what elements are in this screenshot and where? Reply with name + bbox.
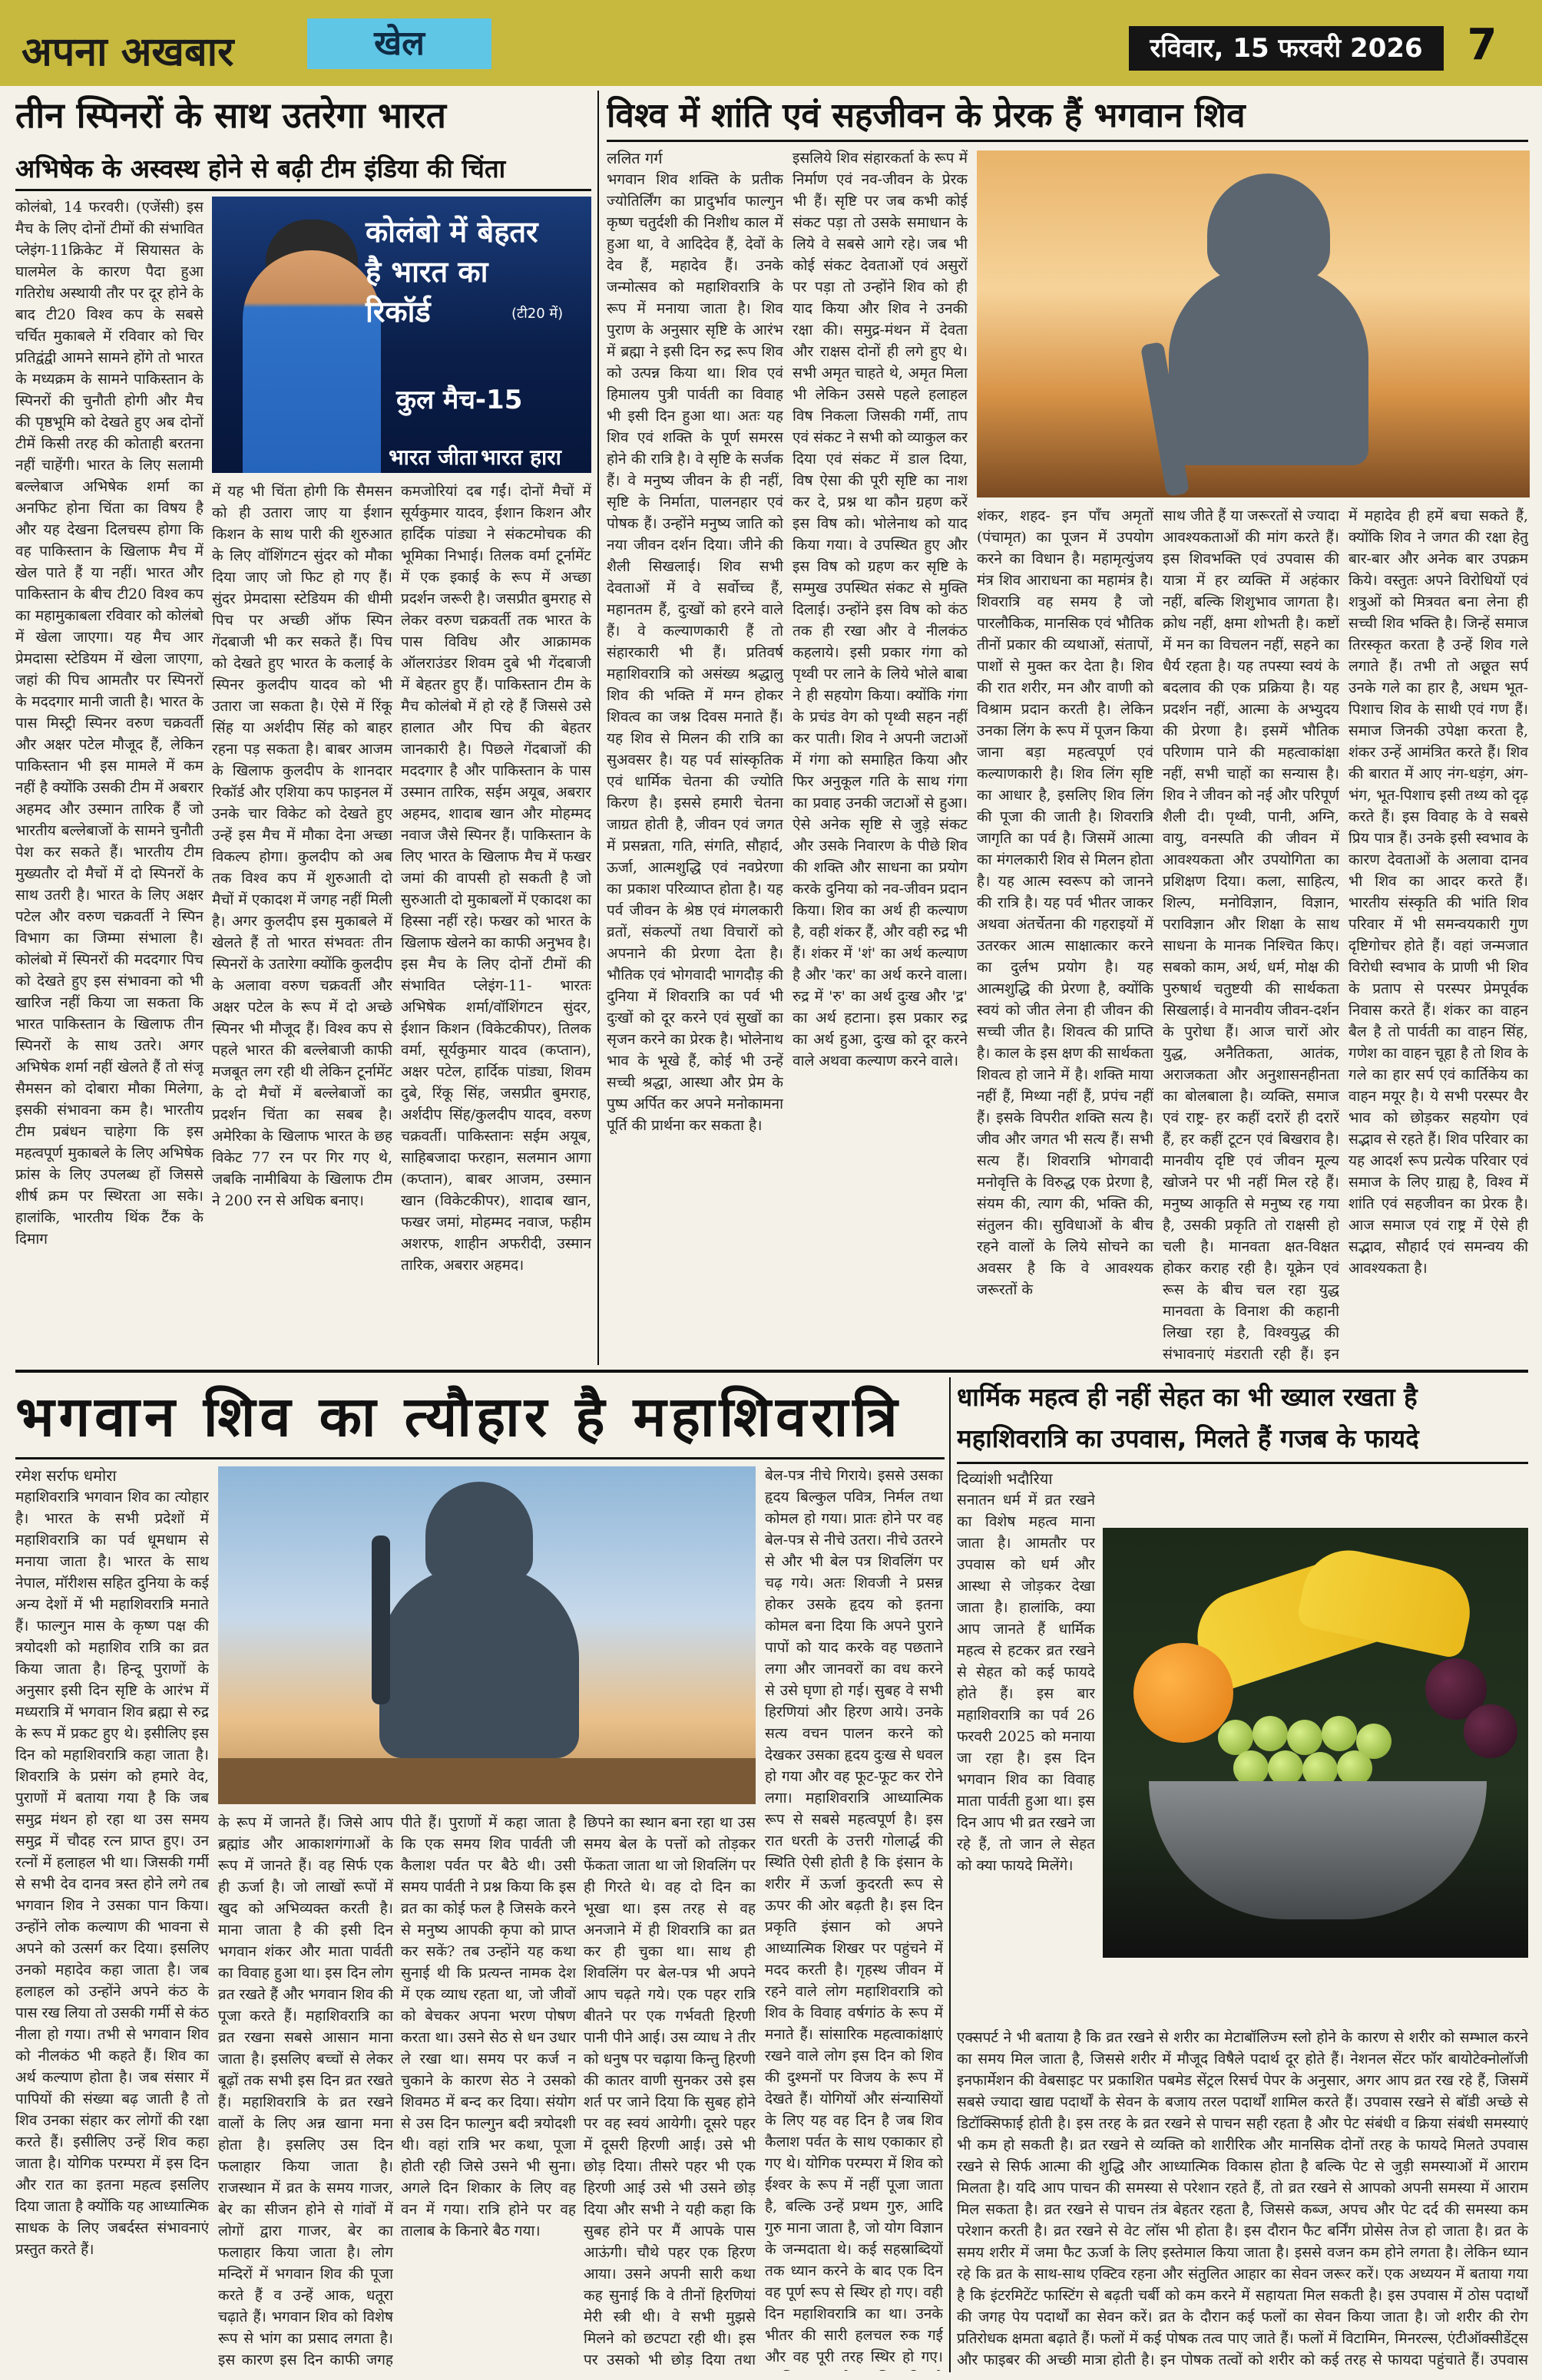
mahashivratri-statue-photo — [218, 1466, 756, 1804]
mahashivratri-column-2b: पीते हैं। पुराणों में कहा जाता है कि एक समय शिव पार्वती जी कैलाश पर्वत पर बैठे थी। उसी समय पार्वती ने प्रश्न किया कि इस व्रत का कोई फल है जिसके करने से मनुष्य आपकी कृपा को प्राप्त कर सकें? तब उन्होंने यह कथा सुनाई थी कि प्रत्यन्त नामक देश में एक व्याध रहता था, जो जीवों को बेचकर अपना भरण पोषण करता था। उसने सेठ से धन उधार ले रखा था। समय पर कर्ज न चुकाने के कारण सेठ ने उसको शिवमठ में बन्द कर दिया। संयोग से उस दिन फाल्गुन बदी त्रयोदशी थी। वहां रात्रि भर कथा, पूजा होती रही जिसे उसने भी सुना। अगले दिन शिकार के लिए वह वन में गया। रात्रि होने पर वह तालाब के किनारे बैठ गया। — [401, 1814, 576, 2240]
cricket-teams: भारतः अभिषेक शर्मा/वॉशिंगटन सुंदर, ईशान किशन (विकेटकीपर), तिलक वर्मा, सूर्यकुमार यादव (कप्तान), अक्षर पटेल, हार्दिक पांड्या, शिवम दुबे, रिंकू सिंह, जसप्रीत बुमराह, अर्शदीप सिंह/कुलदीप यादव, वरुण चक्रवर्ती। पाकिस्तानः सईम अयूब, साहिबजादा फरहान, सलमान आगा (कप्तान), बाबर आजम, उस्मान खान (विकेटकीपर), शादाब खान, फखर जमां, मोहम्मद नवाज, फहीम अशरफ, शाहीन अफरीदी, उस्मान तारिक, अबरार अहमद। — [401, 977, 591, 1274]
mahashivratri-column-1 — [15, 1465, 209, 2371]
fruit-bowl — [1149, 1781, 1487, 1919]
fasting-lead-text: सनातन धर्म में व्रत रखने का विशेष महत्व माना जाता है। आमतौर पर उपवास को धर्म और आस्था से जोड़कर देखा जाता है। हालांकि, क्या आप जानते हैं धार्मिक महत्व से हटकर व्रत रखने से सेहत को कई फायदे होते हैं। इस बार महाशिवरात्रि का पर्व 26 फरवरी 2025 को मनाया जा रहा है। इस दिन भगवान शिव का विवाह माता पार्वती हुआ था। इस दिन आप भी व्रत रखने जा रहे हैं, तो जान ले सेहत को क्या फायदे मिलेंगे। — [957, 1492, 1095, 1874]
infographic-won-label: भारत जीता — [389, 445, 478, 470]
shiva-author: ललित गर्ग — [607, 149, 663, 167]
shiva-statue-photo — [977, 150, 1530, 497]
infographic-lost-label: भारत हारा — [481, 445, 561, 470]
mahashivratri-column-3: छिपने का स्थान बना रहा था उस समय बेल के पत्तों को तोड़कर फेंकता जाता था जो शिवलिंग पर ही गिरते थे। वह दो दिन का भूखा था। इस तरह से वह अनजाने में ही शिवरात्रि का व्रत कर ही चुका था। साथ ही शिवलिंग पर बेल-पत्र भी अपने आप चढ़ते गये। एक पहर रात्रि बीतने पर एक गर्भवती हिरणी पानी पीने आई। उस व्याध ने तीर को धनुष पर चढ़ाया किन्तु हिरणी की कातर वाणी सुनकर उसे इस शर्त पर जाने दिया कि सुबह होने पर वह स्वयं आयेगी। दूसरे पहर में दूसरी हिरणी आई। उसे भी छोड़ दिया। तीसरे पहर भी एक हिरणी आई उसे भी उसने छोड़ दिया और सभी ने यही कहा कि सुबह होने पर मैं आपके पास आऊंगी। चौथे पहर एक हिरण आया। उसने अपनी सारी कथा कह सुनाई कि वे तीनों हिरणियां मेरी स्त्री थी। वे सभी मुझसे मिलने को छटपटा रही थी। इस पर उसको भी छोड़ दिया तथा — [584, 1814, 756, 2368]
cricket-column-3 — [401, 481, 591, 1364]
statue-body — [1169, 266, 1368, 465]
mahashivratri-headline: भगवान शिव का त्यौहार है महाशिवरात्रि — [15, 1383, 902, 1449]
cricket-column-2: में यह भी चिंता होगी कि सैमसन को ही उतारा जाए या ईशान किशन के साथ पारी की शुरुआत के लिए वॉशिंगटन सुंदर को मौका दिया जाए जो फिट हो गए हैं। सुंदर प्रेमदासा स्टेडियम की धीमी पिच पर अच्छी ऑफ स्पिन गेंदबाजी भी कर सकते हैं। पिच को देखते हुए भारत के कलाई के स्पिनर कुलदीप यादव को भी उतारा जा सकता है। ऐसे में रिंकू सिंह या अर्शदीप सिंह को बाहर रहना पड़ सकता है। बाबर आजम के खिलाफ कुलदीप के शानदार रिकॉर्ड और एशिया कप फाइनल में उनके चार विकेट को देखते हुए उन्हें इस मैच में मौका देना अच्छा विकल्प होगा। कुलदीप को अब तक विश्व कप में शुरुआती दो मैचों में एकादश में जगह नहीं मिली है। अगर कुलदीप इस मुकाबले में खेलते हैं तो भारत संभवतः तीन स्पिनरों के उतारेगा क्योंकि कुलदीप के अलावा वरुण चक्रवर्ती और अक्षर पटेल के रूप में दो अच्छे स्पिनर भी मौजूद हैं। विश्व कप से पहले भारत की बल्लेबाजी काफी मजबूत लग रही थी लेकिन टूर्नामेंट के दो मैचों में बल्लेबाजों का प्रदर्शन चिंता का सबब है। अमेरिका के खिलाफ भारत के छह विकेट 77 रन पर गिर गए थे, जबकि नामीबिया के खिलाफ टीम ने 200 रन से अधिक बनाए। — [212, 483, 392, 1209]
grape — [1287, 1720, 1322, 1755]
shiva-headline: विश्व में शांति एवं सहजीवन के प्रेरक हैं भगवान शिव — [607, 96, 1246, 135]
shiva-column-2: इसलिये शिव संहारकर्ता के रूप में निर्माण एवं नव-जीवन के प्रेरक भी हैं। सृष्टि पर जब कभी कोई संकट पड़ा तो उसके समाधान के लिये वे सबसे आगे रहे। जब भी कोई संकट देवताओं एवं असुरों पर पड़ा तो उन्होंने शिव को ही याद किया और शिव ने उनकी रक्षा की। समुद्र-मंथन में देवता और राक्षस दोनों ही लगे हुए थे। सभी अमृत चाहते थे, अमृत मिला भी लेकिन उससे पहले हलाहल विष निकला जिसकी गर्मी, ताप एवं संकट ने सभी को व्याकुल कर दिया एवं संकट में डाल दिया, विष ऐसा की पूरी सृष्टि का नाश कर दे, प्रश्न था कौन ग्रहण करें इस विष को। भोलेनाथ को याद किया गया। वे उपस्थित हुए और इस विष को ग्रहण कर सृष्टि के सम्मुख उपस्थित संकट से मुक्ति दिलाई। उन्होंने इस विष को कंठ तक ही रखा और वे नीलकंठ कहलाये। इसी प्रकार गंगा को पृथ्वी पर लाने के लिये भोले बाबा ने ही सहयोग किया। क्योंकि गंगा के प्रचंड वेग को पृथ्वी सहन नहीं कर पाती। शिव ने अपनी जटाओं में गंगा को समाहित किया और फिर अनुकूल गति के साथ गंगा का प्रवाह उनकी जटाओं से हुआ। ऐसे अनेक सृष्टि से जुड़े संकट और उसके निवारण के पीछे शिव की शक्ति और साधना का प्रयोग करके दुनिया को नव-जीवन प्रदान किया। शिव का अर्थ ही कल्याण है, वही शंकर हैं, और वही रुद्र भी हैं। शंकर में 'शं' का अर्थ कल्याण है और 'कर' का अर्थ करने वाला। रुद्र में 'रु' का अर्थ दुःख और 'द्र' का अर्थ हटाना। इस प्रकार रुद्र का अर्थ हुआ, दुःख को दूर करने वाले अथवा कल्याण करने वाले। — [793, 150, 968, 1069]
fasting-lead-column — [957, 1468, 1095, 2021]
fasting-author: दिव्यांशी भदौरिया — [957, 1469, 1053, 1488]
fasting-headline-1: धार्मिक महत्व ही नहीं सेहत का भी ख्याल रखता है — [957, 1382, 1418, 1412]
cricket-headline: तीन स्पिनरों के साथ उतरेगा भारत — [15, 94, 447, 136]
page-number: 7 — [1467, 20, 1497, 70]
shiva-column-3: शंकर, शहद- इन पाँच अमृतों (पंचामृत) का पूजन में उपयोग करने का विधान है। महामृत्युंजय मंत्र शिव आराधना का महामंत्र है। शिवरात्रि वह समय है जो पारलौकिक, मानसिक एवं भौतिक तीनों प्रकार की व्यथाओं, संतापों, पाशों से मुक्त कर देता है। शिव की रात शरीर, मन और वाणी को विश्राम प्रदान करती है। लेकिन उनका लिंग के रूप में पूजन किया जाना बड़ा महत्वपूर्ण एवं कल्याणकारी है। शिव लिंग सृष्टि का आधार है, इसलिए शिव लिंग की पूजा की जाती है। शिवरात्रि जागृति का पर्व है। जिसमें आत्मा का मंगलकारी शिव से मिलन होता है। यह आत्म स्वरूप को जानने की रात्रि है। यह पर्व भीतर जाकर अथवा अंतर्चेतना की गहराइयों में उतरकर आत्म साक्षात्कार करने का दुर्लभ प्रयोग है। यह आत्मशुद्धि की प्रेरणा है, क्योंकि स्वयं को जीत लेना ही जीवन की सच्ची जीत है। शिवत्व की प्राप्ति है। काल के इस क्षण की सार्थकता शिवत्व हो जाने में है। शक्ति माया नहीं हैं, मिथ्या नहीं हैं, प्रपंच नहीं हैं। इसके विपरीत शक्ति सत्य है। जीव और जगत भी सत्य हैं। सभी सत्य हैं। शिवरात्रि भोगवादी मनोवृत्ति के विरुद्ध एक प्रेरणा है, संयम की, त्याग की, भक्ति की, संतुलन की। सुविधाओं के बीच रहने वालों के लिये सोचने का अवसर है कि वे आवश्यक जरूरतों के — [977, 507, 1153, 1298]
fasting-headline-2: महाशिवरात्रि का उपवास, मिलते हैं गजब के फायदे — [957, 1423, 1419, 1453]
divider — [607, 140, 1528, 142]
plum — [1464, 1704, 1517, 1758]
cricket-dateline: कोलंबो, 14 फरवरी। (एजेंसी) इस मैच के लिए दोनों टीमों की संभावित प्लेइंग-11क्रिकेट में सियासत के घालमेल के कारण पैदा हुआ गतिरोध अस्थायी तौर पर दूर होने के बाद टी20 विश्व कप के सबसे चर्चित मुकाबले में रविवार को चिर प्रतिद्वंद्वी आमने सामने होंगे तो भारत के मध्यक्रम के सामने पाकिस्तान के स्पिनरों की चुनौती होगी और मैच की पृष्ठभूमि को देखते हुए अब दोनों टीमें किसी तरह की कोताही बरतना नहीं चाहेंगी। — [15, 199, 204, 474]
column-divider — [949, 1377, 951, 2372]
statue-trident — [372, 1535, 390, 1704]
mahashivratri-column-2a: के रूप में जानते हैं। जिसे आप ब्रह्मांड और आकाशगंगाओं के रूप में जानते हैं। वह सिर्फ एक ही ऊर्जा है। जो लाखों रूपों में खुद को अभिव्यक्त करती है। माना जाता है की इसी दिन भगवान शंकर और माता पार्वती का विवाह हुआ था। इस दिन लोग व्रत रखते हैं और भगवान शिव की पूजा करते हैं। महाशिवरात्रि का व्रत रखना सबसे आसान माना जाता है। इसलिए बच्चों से लेकर बूढ़ों तक सभी इस दिन व्रत रखते हैं। महाशिवरात्रि के व्रत रखने वालों के लिए अन्न खाना मना होता है। इसलिए उस दिन फलाहार किया जाता है। राजस्थान में व्रत के समय गाजर, बेर का सीजन होने से गांवों में लोगों द्वारा गाजर, बेर का फलाहार किया जाता है। लोग मन्दिरों में भगवान शिव की पूजा करते हैं व उन्हें आक, धतूरा चढ़ाते हैं। भगवान शिव को विशेष रूप से भांग का प्रसाद लगता है। इस कारण इस दिन काफी जगह — [218, 1814, 393, 2368]
cricket-column-1-text: भारत के लिए सलामी बल्लेबाज अभिषेक शर्मा का अनफिट होना चिंता का विषय है और यह देखना दिलचस्प होगा कि वह पाकिस्तान के खिलाफ मैच में खेल पाते हैं या नहीं। भारत और पाकिस्तान के बीच टी20 विश्व कप का महामुकाबला रविवार को कोलंबो में खेला जाएगा। यह मैच आर प्रेमदासा स्टेडियम में खेला जाएगा, जहां की पिच आमतौर पर स्पिनरों के मददगार मानी जाती है। भारत के पास मिस्ट्री स्पिनर वरुण चक्रवर्ती और अक्षर पटेल मौजूद हैं, लेकिन पाकिस्तान भी इस मामले में कम नहीं है क्योंकि उसकी टीम में अबरार अहमद और उस्मान तारिक हैं जो भारतीय बल्लेबाजों के सामने चुनौती पेश कर सकते हैं। भारतीय टीम मुख्यतौर दो मैचों में दो स्पिनरों के साथ उतरी है। भारत के लिए अक्षर पटेल और वरुण चक्रवर्ती ने स्पिन विभाग का जिम्मा संभाला है। कोलंबो में स्पिनरों की मददगार पिच को देखते हुए इस संभावना को भी खारिज नहीं किया जा सकता कि भारत पाकिस्तान के खिलाफ तीन स्पिनरों के साथ उतरे। अगर अभिषेक शर्मा नहीं खेलते हैं तो संजू सैमसन को दोबारा मौका मिलेगा, इसकी संभावना कम है। भारतीय टीम प्रबंधन चाहेगा कि इस महत्वपूर्ण मुकाबले के लिए अभिषेक फ्रांस के लिए उपलब्ध हों जिससे शीर्ष क्रम पर स्थिरता आ सके। हालांकि, भारतीय थिंक टैंक के दिमाग — [15, 457, 204, 1248]
statue-head — [1207, 174, 1330, 281]
newspaper-brand: अपना अखबार — [22, 28, 234, 75]
cricket-subheadline: अभिषेक के अस्वस्थ होने से बढ़ी टीम इंडिया की चिंता — [15, 154, 506, 183]
infographic-subtitle: (टी20 में) — [511, 306, 564, 322]
statue-body — [379, 1566, 579, 1758]
shiva-column-1 — [607, 147, 783, 1364]
grape — [1252, 1716, 1288, 1751]
infographic-title: कोलंबो में बेहतर है भारत का रिकॉर्ड — [366, 215, 538, 329]
divider — [15, 1457, 945, 1459]
cricket-column-1 — [15, 197, 204, 1364]
issue-date: रविवार, 15 फरवरी 2026 — [1129, 26, 1444, 71]
shiva-column-4: साथ जीते हैं या जरूरतों से ज्यादा आवश्यकताओं की मांग करते हैं। इस शिवभक्ति एवं उपवास की यात्रा में हर व्यक्ति में अहंकार नहीं, बल्कि शिशुभाव जागता है। क्रोध नहीं, क्षमा शोभती है। कष्टों में मन का विचलन नहीं, सहने का धैर्य रहता है। यह तपस्या स्वयं के बदलाव की एक प्रक्रिया है। यह प्रदर्शन नहीं, आत्मा के अभ्युदय की प्रेरणा है। इसमें भौतिक परिणाम पाने की महत्वाकांक्षा नहीं, सभी चाहों का सन्यास है। शिव ने जीवन को नई और परिपूर्ण शैली दी। पृथ्वी, पानी, अग्नि, वायु, वनस्पति की जीवन में आवश्यकता और उपयोगिता का प्रशिक्षण दिया। कला, साहित्य, शिल्प, मनोविज्ञान, विज्ञान, पराविज्ञान और शिक्षा के साथ साधना के मानक निश्चित किए। सबको काम, अर्थ, धर्म, मोक्ष की पुरुषार्थ चतुष्टयी की सार्थकता सिखलाई। वे मानवीय जीवन-दर्शन के पुरोधा हैं। आज चारों ओर युद्ध, अनैतिकता, आतंक, अराजकता और अनुशासनहीनता का बोलबाला है। व्यक्ति, समाज एवं राष्ट्र- हर कहीं दरारें ही दरारें हैं, हर कहीं टूटन एवं बिखराव है। मानवीय दृष्टि एवं जीवन मूल्य खोजने पर भी नहीं मिल रहे हैं। मनुष्य आकृति से मनुष्य रह गया है, उसकी प्रकृति तो राक्षसी हो चली है। मानवता क्षत-विक्षत होकर कराह रही है। यूक्रेन एवं रूस के बीच चल रहा युद्ध मानवता के विनाश की कहानी लिखा रहा है, विश्वयुद्ध की संभावनाएं मंडराती रही हैं। इन — [1163, 507, 1339, 1363]
section-tag: खेल — [307, 18, 491, 69]
mahashivratri-column-1-text: महाशिवरात्रि भगवान शिव का त्योहार है। भारत के सभी प्रदेशों में महाशिवरात्रि का पर्व धूमधाम से मनाया जाता है। भारत के साथ नेपाल, मॉरीशस सहित दुनिया के कई अन्य देशों में भी महाशिवरात्रि मनाते हैं। फाल्गुन मास के कृष्ण पक्ष की त्रयोदशी को महाशिव रात्रि का व्रत किया जाता है। हिन्दू पुराणों के अनुसार इसी दिन सृष्टि के आरंभ में मध्यरात्रि में भगवान शिव ब्रह्मा से रुद्र के रूप में प्रकट हुए थे। इसीलिए इस दिन को महाशिवरात्रि कहा जाता है। शिवरात्रि के प्रसंग को हमारे वेद, पुराणों में बताया गया है कि जब समुद्र मंथन हो रहा था उस समय समुद्र में चौदह रत्न प्राप्त हुए। उन रत्नों में हलाहल भी था। जिसकी गर्मी से सभी देव दानव त्रस्त होने लगे तब भगवान शिव ने उसका पान किया। उन्होंने लोक कल्याण की भावना से अपने को उत्सर्ग कर दिया। इसलिए उनको महादेव कहा जाता है। जब हलाहल को उन्होंने अपने कंठ के पास रख लिया तो उसकी गर्मी से कंठ नीला हो गया। तभी से भगवान शिव को नीलकंठ भी कहते हैं। शिव का अर्थ कल्याण होता है। जब संसार में पापियों की संख्या बढ़ जाती है तो शिव उनका संहार कर लोगों की रक्षा करते हैं। इसीलिए उन्हें शिव कहा जाता है। योगिक परम्परा में इस दिन और रात का इतना महत्व इसलिए दिया जाता है क्योंकि यह आध्यात्मिक साधक के लिए जबर्दस्त संभावनाएं प्रस्तुत करते हैं। — [15, 1489, 209, 2258]
fruit-bowl-photo — [1103, 1528, 1528, 1958]
section-divider — [15, 1370, 1528, 1373]
grape — [1322, 1716, 1357, 1751]
shiva-column-5: में महादेव ही हमें बचा सकते हैं, क्योंकि शिव ने जगत की रक्षा हेतु बार-बार और अनेक बार उपक्रम किये। वस्तुतः अपने विरोधियों एवं शत्रुओं को मित्रवत बना लेना ही सच्ची शिव भक्ति है। जिन्हें समाज तिरस्कृत करता है उन्हें शिव गले लगाते हैं। तभी तो अछूत सर्प उनके गले का हार है, अधम भूत-पिशाच शिव के साथी एवं गण हैं। समाज जिनकी उपेक्षा करता है, शंकर उन्हें आमंत्रित करते हैं। शिव की बारात में आए नंग-धड़ंग, अंग-भंग, भूत-पिशाच इसी तथ्य को दृढ़ करते हैं। इस विवाह के वे सबसे प्रिय पात्र हैं। उनके इसी स्वभाव के कारण देवताओं के अलावा दानव भी शिव का आदर करते हैं। भारतीय संस्कृति की भांति शिव परिवार में भी समन्वयकारी गुण दृष्टिगोचर होते हैं। वहां जन्मजात विरोधी स्वभाव के प्राणी भी शिव के प्रताप से परस्पर प्रेमपूर्वक निवास करते हैं। शंकर का वाहन बैल है तो पार्वती का वाहन सिंह, गणेश का वाहन चूहा है तो शिव के गले का हार सर्प एवं कार्तिकेय का वाहन मयूर है। ये सभी परस्पर वैर भाव को छोड़कर सहयोग एवं सद्भाव से रहते हैं। शिव परिवार का यह आदर्श रूप प्रत्येक परिवार एवं समाज के लिए ग्राह्य है, विश्व में शांति एवं सहजीवन का प्रेरक है। आज समाज एवं राष्ट्र में ऐसे ही सद्भाव, सौहार्द एवं समन्वय की आवश्यकता है। — [1348, 507, 1528, 1277]
statue-base — [218, 1758, 756, 1804]
column-divider — [597, 91, 599, 1365]
orange — [1133, 1643, 1233, 1743]
player-photo — [243, 250, 381, 473]
infographic-total: कुल मैच-15 — [396, 385, 523, 415]
mahashivratri-author: रमेश सर्राफ धमोरा — [15, 1466, 117, 1485]
divider — [15, 189, 591, 191]
cricket-infographic — [212, 197, 591, 473]
mahashivratri-column-4: बेल-पत्र नीचे गिराये। इससे उसका हृदय बिल्कुल पवित्र, निर्मल तथा कोमल हो गया। प्रातः होने पर वह बेल-पत्र से नीचे उतरा। नीचे उतरने से और भी बेल पत्र शिवलिंग पर चढ़ गये। अतः शिवजी ने प्रसन्न होकर उसके हृदय को इतना कोमल बना दिया कि अपने पुराने पापों को याद करके वह पछताने लगा और जानवरों का वध करने से उसे घृणा हो गई। सुबह वे सभी हिरणियां और हिरण आये। उनके सत्य वचन पालन करने को देखकर उसका हृदय दुःख से धवल हो गया और वह फूट-फूट कर रोने लगा। महाशिवरात्रि आध्यात्मिक रूप से सबसे महत्वपूर्ण है। इस रात धरती के उत्तरी गोलार्द्ध की स्थिति ऐसी होती है कि इंसान के शरीर में ऊर्जा कुदरती रूप से ऊपर की ओर बढ़ती है। इस दिन प्रकृति इंसान को अपने आध्यात्मिक शिखर पर पहुंचने में मदद करती है। गृहस्थ जीवन में रहने वाले लोग महाशिवरात्रि को शिव के विवाह वर्षगांठ के रूप में मनाते हैं। सांसारिक महत्वाकांक्षाएं रखने वाले लोग इस दिन को शिव की दुश्मनों पर विजय के रूप में देखते हैं। योगियों और संन्यासियों के लिए यह वह दिन है जब शिव कैलाश पर्वत के साथ एकाकार हो गए थे। योगिक परम्परा में शिव को ईश्वर के रूप में नहीं पूजा जाता है, बल्कि उन्हें प्रथम गुरु, आदि गुरु माना जाता है, जो योग विज्ञान के जन्मदाता थे। कई सहस्राब्दियों तक ध्यान करने के बाद एक दिन वह पूर्ण रूप से स्थिर हो गए। वही दिन महाशिवरात्रि का था। उनके भीतर की सारी हलचल रुक गई और वह पूरी तरह स्थिर हो गए। — [765, 1467, 943, 2365]
fasting-body: एक्सपर्ट ने भी बताया है कि व्रत रखने से शरीर का मेटाबॉलिज्म स्लो होने के कारण से शरीर को सम्भाल करने का समय मिल जाता है, जिससे शरीर में मौजूद विषैले पदार्थ दूर होते हैं। नेशनल सेंटर फॉर बायोटेक्नोलॉजी इनफार्मेशन की वेबसाइट पर प्रकाशित पबमेड सेंट्रल रिसर्च पेपर के अनुसार, अगर आप व्रत रख रहे हैं, जिसमें सबसे ज्यादा खाद्य पदार्थों के सेवन के बजाय तरल पदार्थों शामिल करते हैं। उपवास रखने से बॉडी अच्छे से डिटॉक्सिफाई होती है। इस तरह के व्रत रखने से पाचन सही रहता है और पेट संबंधी व क्रिया संबंधी समस्याएं भी कम हो सकती है। व्रत रखने से व्यक्ति को शारीरिक और मानसिक दोनों तरह के फायदे मिलते उपवास रखने से सिर्फ आत्मा की शुद्धि और आध्यात्मिक विकास होता है बल्कि पेट से जुड़ी समस्याओं में आराम मिलता है। यदि आप पाचन की समस्या से परेशान रहते हैं, तो व्रत रखने से आपको अपनी समस्या में आराम मिल सकता है। व्रत रखने से पाचन तंत्र बेहतर रहता है, जिससे कब्ज, अपच और पेट दर्द की समस्या कम परेशान करती है। व्रत रखने से वेट लॉस भी होता है। इस दौरान फैट बर्निंग प्रोसेस तेज हो जाता है। व्रत के समय शरीर में जमा फैट ऊर्जा के लिए इस्तेमाल किया जाता है। इससे वजन कम होने लगता है। लेकिन ध्यान रहे कि व्रत के साथ-साथ एक्टिव रहना और संतुलित आहार का सेवन जरूर करें। एक अध्ययन में बताया गया है कि इंटरमिटेंट फास्टिंग से बढ़ती चर्बी को कम करने में सहायता मिल सकती है। इस उपवास में ठोस पदार्थों की जगह पेय पदार्थों का सेवन करें। व्रत के दौरान कई फलों का सेवन किया जाता है। जो शरीर की रोग प्रतिरोधक क्षमता बढ़ाते हैं। फलों में कई पोषक तत्व पाए जाते हैं। फलों में विटामिन, मिनरल्स, एंटीऑक्सीडेंट्स और फाइबर की अच्छी मात्रा होती है। इन पोषक तत्वों को शरीर को कई तरह से फायदा पहुंचाते हैं। उपवास — [957, 2029, 1528, 2368]
grape — [1218, 1720, 1253, 1755]
divider — [957, 1462, 1528, 1464]
cricket-column-3-text: कमजोरियां दब गईं। दोनों मैचों में सूर्यकुमार यादव, ईशान किशन और हार्दिक पांड्या ने संकटमोचक की भूमिका निभाई। तिलक वर्मा टूर्नामेंट में एक इकाई के रूप में अच्छा प्रदर्शन जरूरी है। जसप्रीत बुमराह से लेकर वरुण चक्रवर्ती तक भारत के पास विविध और आक्रामक ऑलराउंडर शिवम दुबे भी गेंदबाजी में बेहतर हुए हैं। पाकिस्तान टीम के मैच कोलंबो में हो रहे हैं जिससे उसे हालात और पिच की बेहतर जानकारी है। पिछले गेंदबाजों की मददगार है और पाकिस्तान के पास उस्मान तारिक, सईम अयूब, अबरार अहमद, शादाब खान और मोहम्मद नवाज जैसे स्पिनर हैं। पाकिस्तान के लिए भारत के खिलाफ मैच में फखर जमां की वापसी हो सकती है जो सुरुआती दो मुकाबलों में एकादश का हिस्सा नहीं रहे। फखर को भारत के खिलाफ खेलने का काफी अनुभव है। इस मैच के लिए दोनों टीमों की संभावित प्लेइंग-11- — [401, 483, 591, 994]
shiva-column-1-text: भगवान शिव शक्ति के प्रतीक ज्योतिर्लिंग का प्रादुर्भाव फाल्गुन कृष्ण चतुर्दशी की निशीथ काल में हुआ था, वे आदिदेव हैं, देवों के देव हैं, महादेव हैं। उनके जन्मोत्सव को महाशिवरात्रि के रूप में मनाया जाता है। शिव पुराण के अनुसार सृष्टि के आरंभ में ब्रह्मा ने इसी दिन रुद्र रूप शिव को उत्पन्न किया था। शिव एवं हिमालय पुत्री पार्वती का विवाह भी इसी दिन हुआ था। अतः यह शिव एवं शक्ति के पूर्ण समरस होने की रात्रि है। वे सृष्टि के सर्जक हैं। वे मनुष्य जीवन के ही नहीं, सृष्टि के निर्माता, पालनहार एवं पोषक हैं। उन्होंने मनुष्य जाति को नया जीवन दर्शन दिया। जीने की शैली सिखलाई। शिव सभी देवताओं में वे सर्वोच्च हैं, महानतम हैं, दुःखों को हरने वाले हैं। वे कल्याणकारी हैं तो संहारकारी भी हैं। प्रतिवर्ष महाशिवरात्रि को असंख्य श्रद्धालु शिव की भक्ति में मग्न होकर शिवत्व का जश्न दिवस मनाते हैं। यह शिव से मिलन की रात्रि का सुअवसर है। यह पर्व सांस्कृतिक एवं धार्मिक चेतना की ज्योति किरण है। इससे हमारी चेतना जाग्रत होती है, जीवन एवं जगत में प्रसन्नता, गति, संगति, सौहार्द, ऊर्जा, आत्मशुद्धि एवं नवप्रेरणा का प्रकाश परिव्याप्त होता है। यह पर्व जीवन के श्रेष्ठ एवं मंगलकारी व्रतों, संकल्पों तथा विचारों को अपनाने की प्रेरणा देता है। भौतिक एवं भोगवादी भागदौड़ की दुनिया में शिवरात्रि का पर्व भी दुःखों को दूर करने एवं सुखों का सृजन करने का प्रेरक है। भोलेनाथ भाव के भूखे हैं, कोई भी उन्हें सच्ची श्रद्धा, आस्था और प्रेम के पुष्प अर्पित कर अपने मनोकामना पूर्ति की प्रार्थना कर सकता है। — [607, 171, 783, 1134]
